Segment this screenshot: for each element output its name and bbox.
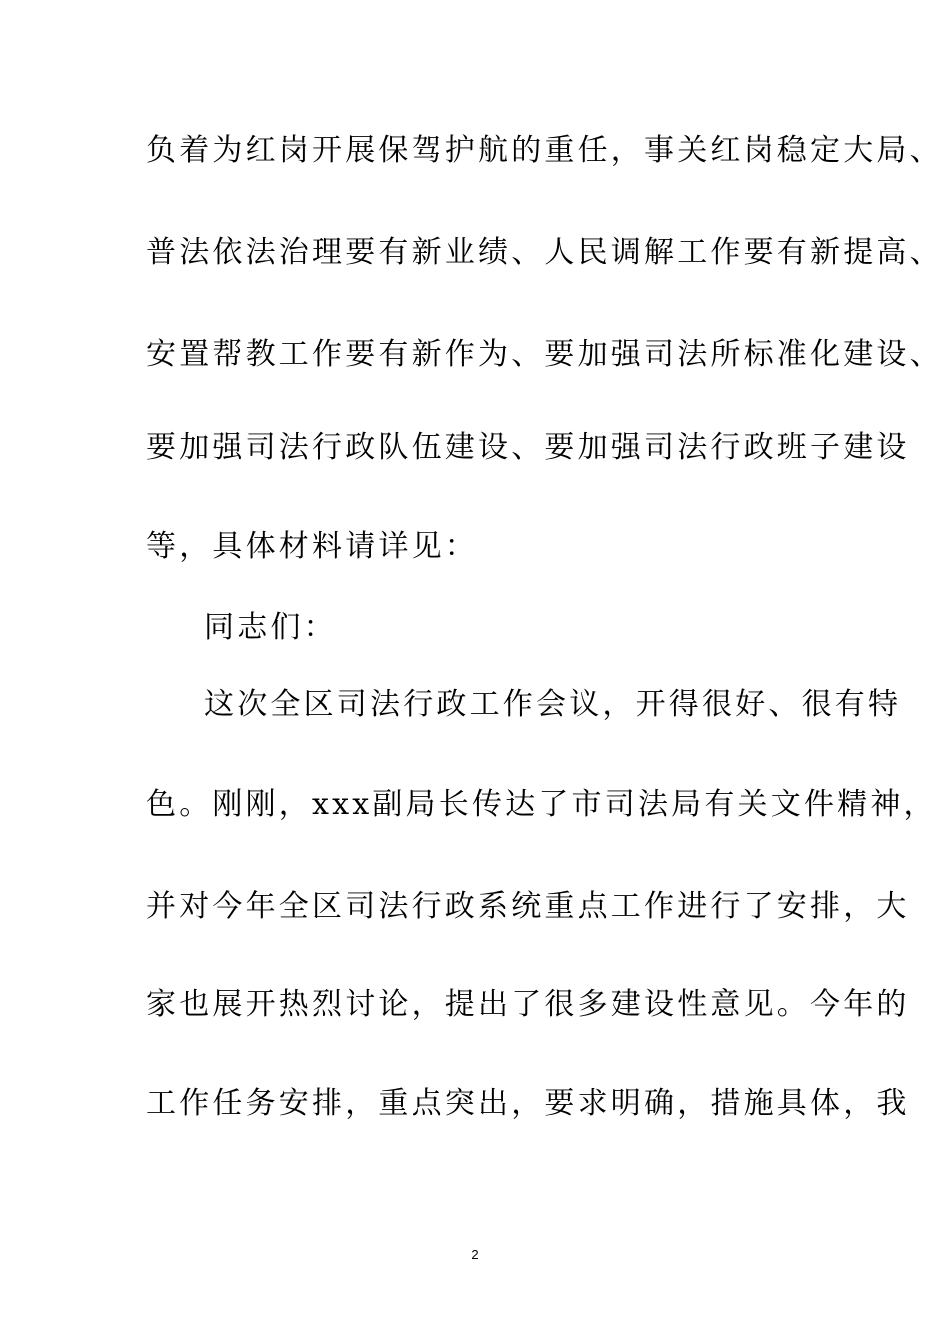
- page-number: 2: [471, 1247, 479, 1262]
- text-line-2: 普法依法治理要有新业绩、人民调解工作要有新提高、: [146, 235, 943, 270]
- text-line-9: 并对今年全区司法行政系统重点工作进行了安排，大: [146, 889, 910, 924]
- text-line-7: 这次全区司法行政工作会议，开得很好、很有特: [204, 687, 902, 722]
- salutation: 同志们：: [204, 610, 337, 645]
- text-line-8: 色。刚刚，xxx副局长传达了市司法局有关文件精神，: [146, 787, 937, 822]
- text-line-3: 安置帮教工作要有新作为、要加强司法所标准化建设、: [146, 337, 943, 372]
- text-line-4: 要加强司法行政队伍建设、要加强司法行政班子建设: [146, 430, 910, 465]
- text-line-5: 等，具体材料请详见：: [146, 529, 478, 564]
- text-line-11: 工作任务安排，重点突出，要求明确，措施具体，我: [146, 1086, 910, 1121]
- text-line-10: 家也展开热烈讨论，提出了很多建设性意见。今年的: [146, 987, 910, 1022]
- text-line-1: 负着为红岗开展保驾护航的重任，事关红岗稳定大局、: [146, 133, 943, 168]
